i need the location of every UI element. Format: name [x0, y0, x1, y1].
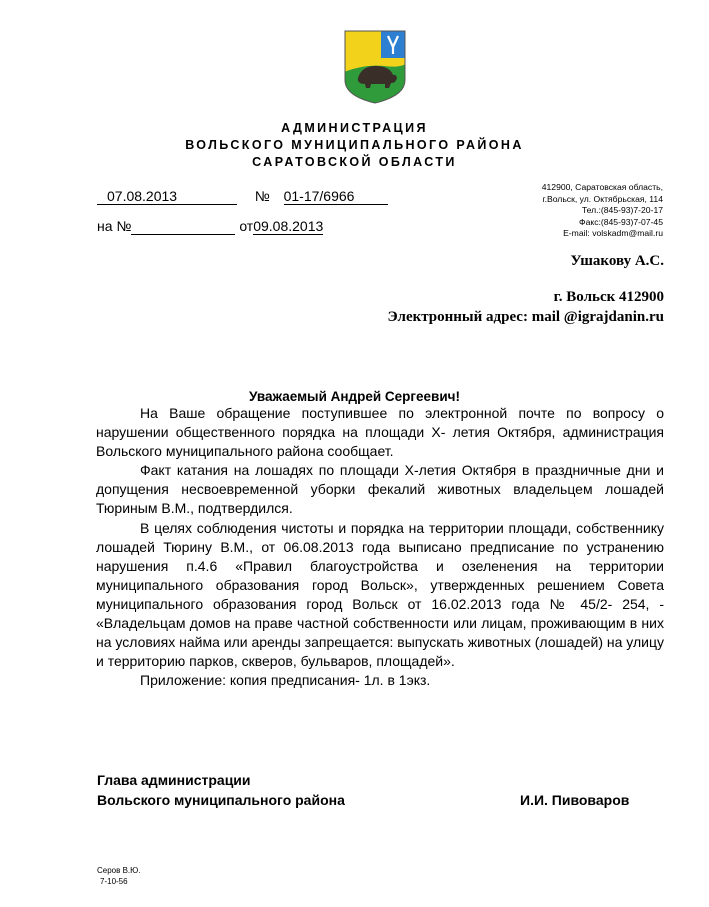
header-region: САРАТОВСКОЙ ОБЛАСТИ: [252, 155, 457, 169]
recipient-name: Ушакову А.С.: [570, 253, 664, 269]
coat-of-arms-emblem: [344, 30, 406, 104]
reference-registration: [97, 218, 323, 235]
outgoing-date: 07.08.2013: [97, 188, 237, 205]
contacts-fax: Факс:(845-93)7-07-45: [579, 216, 663, 227]
contacts-street: г.Вольск, ул. Октябрьская, 114: [542, 193, 663, 204]
signature-position-line2: Вольского муниципального района: [97, 792, 345, 808]
reference-date: 09.08.2013: [253, 218, 324, 234]
paragraph-attachment: Приложение: копия предписания- 1л. в 1экз.: [140, 672, 431, 689]
letter-greeting: Уважаемый Андрей Сергеевич!: [248, 389, 460, 404]
reference-number-label: на №: [97, 218, 132, 234]
number-sign: №: [254, 188, 270, 204]
signature-position-line1: Глава администрации: [97, 772, 251, 788]
paragraph-fact: Факт катания на лошадях по площади Х-летия Октября в праздничные дни и допущения несвоевременной уборки фекалий животных владельцем лошадей Тюриным В.М., подтвердился.: [96, 462, 664, 517]
recipient-city: г. Вольск 412900: [553, 289, 664, 305]
recipient-email: Электронный адрес: mail @igrajdanin.ru: [387, 309, 664, 325]
outgoing-number: 01-17/6966: [284, 188, 388, 205]
outgoing-registration: [97, 188, 388, 205]
paragraph-appeal: На Ваше обращение поступившее по электронной почте по вопросу о нарушении общественного порядка на площади Х- летия Октября, администрация Вольского муниципального района сообщает.: [96, 405, 664, 460]
header-title: АДМИНИСТРАЦИЯ: [281, 121, 428, 135]
reference-number-blank: [131, 220, 235, 235]
contacts-phone: Тел.:(845-93)7-20-17: [581, 205, 663, 215]
executor-name: Серов В.Ю.: [97, 866, 141, 875]
contacts-block: [542, 182, 663, 240]
paragraph-measures: В целях соблюдения чистоты и порядка на территории площади, собственнику лошадей Тюрину В.М., от 06.08.2013 года выписано предписание по устранению нарушения п.4.6 «Правил благоустройства и озеленения на территории муниципального образования город Вольск», утвержденных решением Совета муниципального образования город Вольск от 16.02.2013 года № 45/2- 254, - «Владельцам домов на праве частной собственности или лицам, проживающим в них на условиях найма или аренды запрещается: выпускать животных (лошадей) на улицу и территорию парков, скверов, бульваров, площадей».: [96, 519, 664, 670]
contacts-address: 412900, Саратовская область,: [541, 182, 663, 192]
reference-from-label: от: [239, 218, 254, 234]
contacts-email: E-mail: volskadm@mail.ru: [563, 228, 663, 238]
header-district: ВОЛЬСКОГО МУНИЦИПАЛЬНОГО РАЙОНА: [185, 138, 524, 152]
letter-body: [96, 404, 664, 690]
executor-phone: 7-10-56: [100, 877, 128, 886]
signature-name: И.И. Пивоваров: [520, 792, 630, 808]
